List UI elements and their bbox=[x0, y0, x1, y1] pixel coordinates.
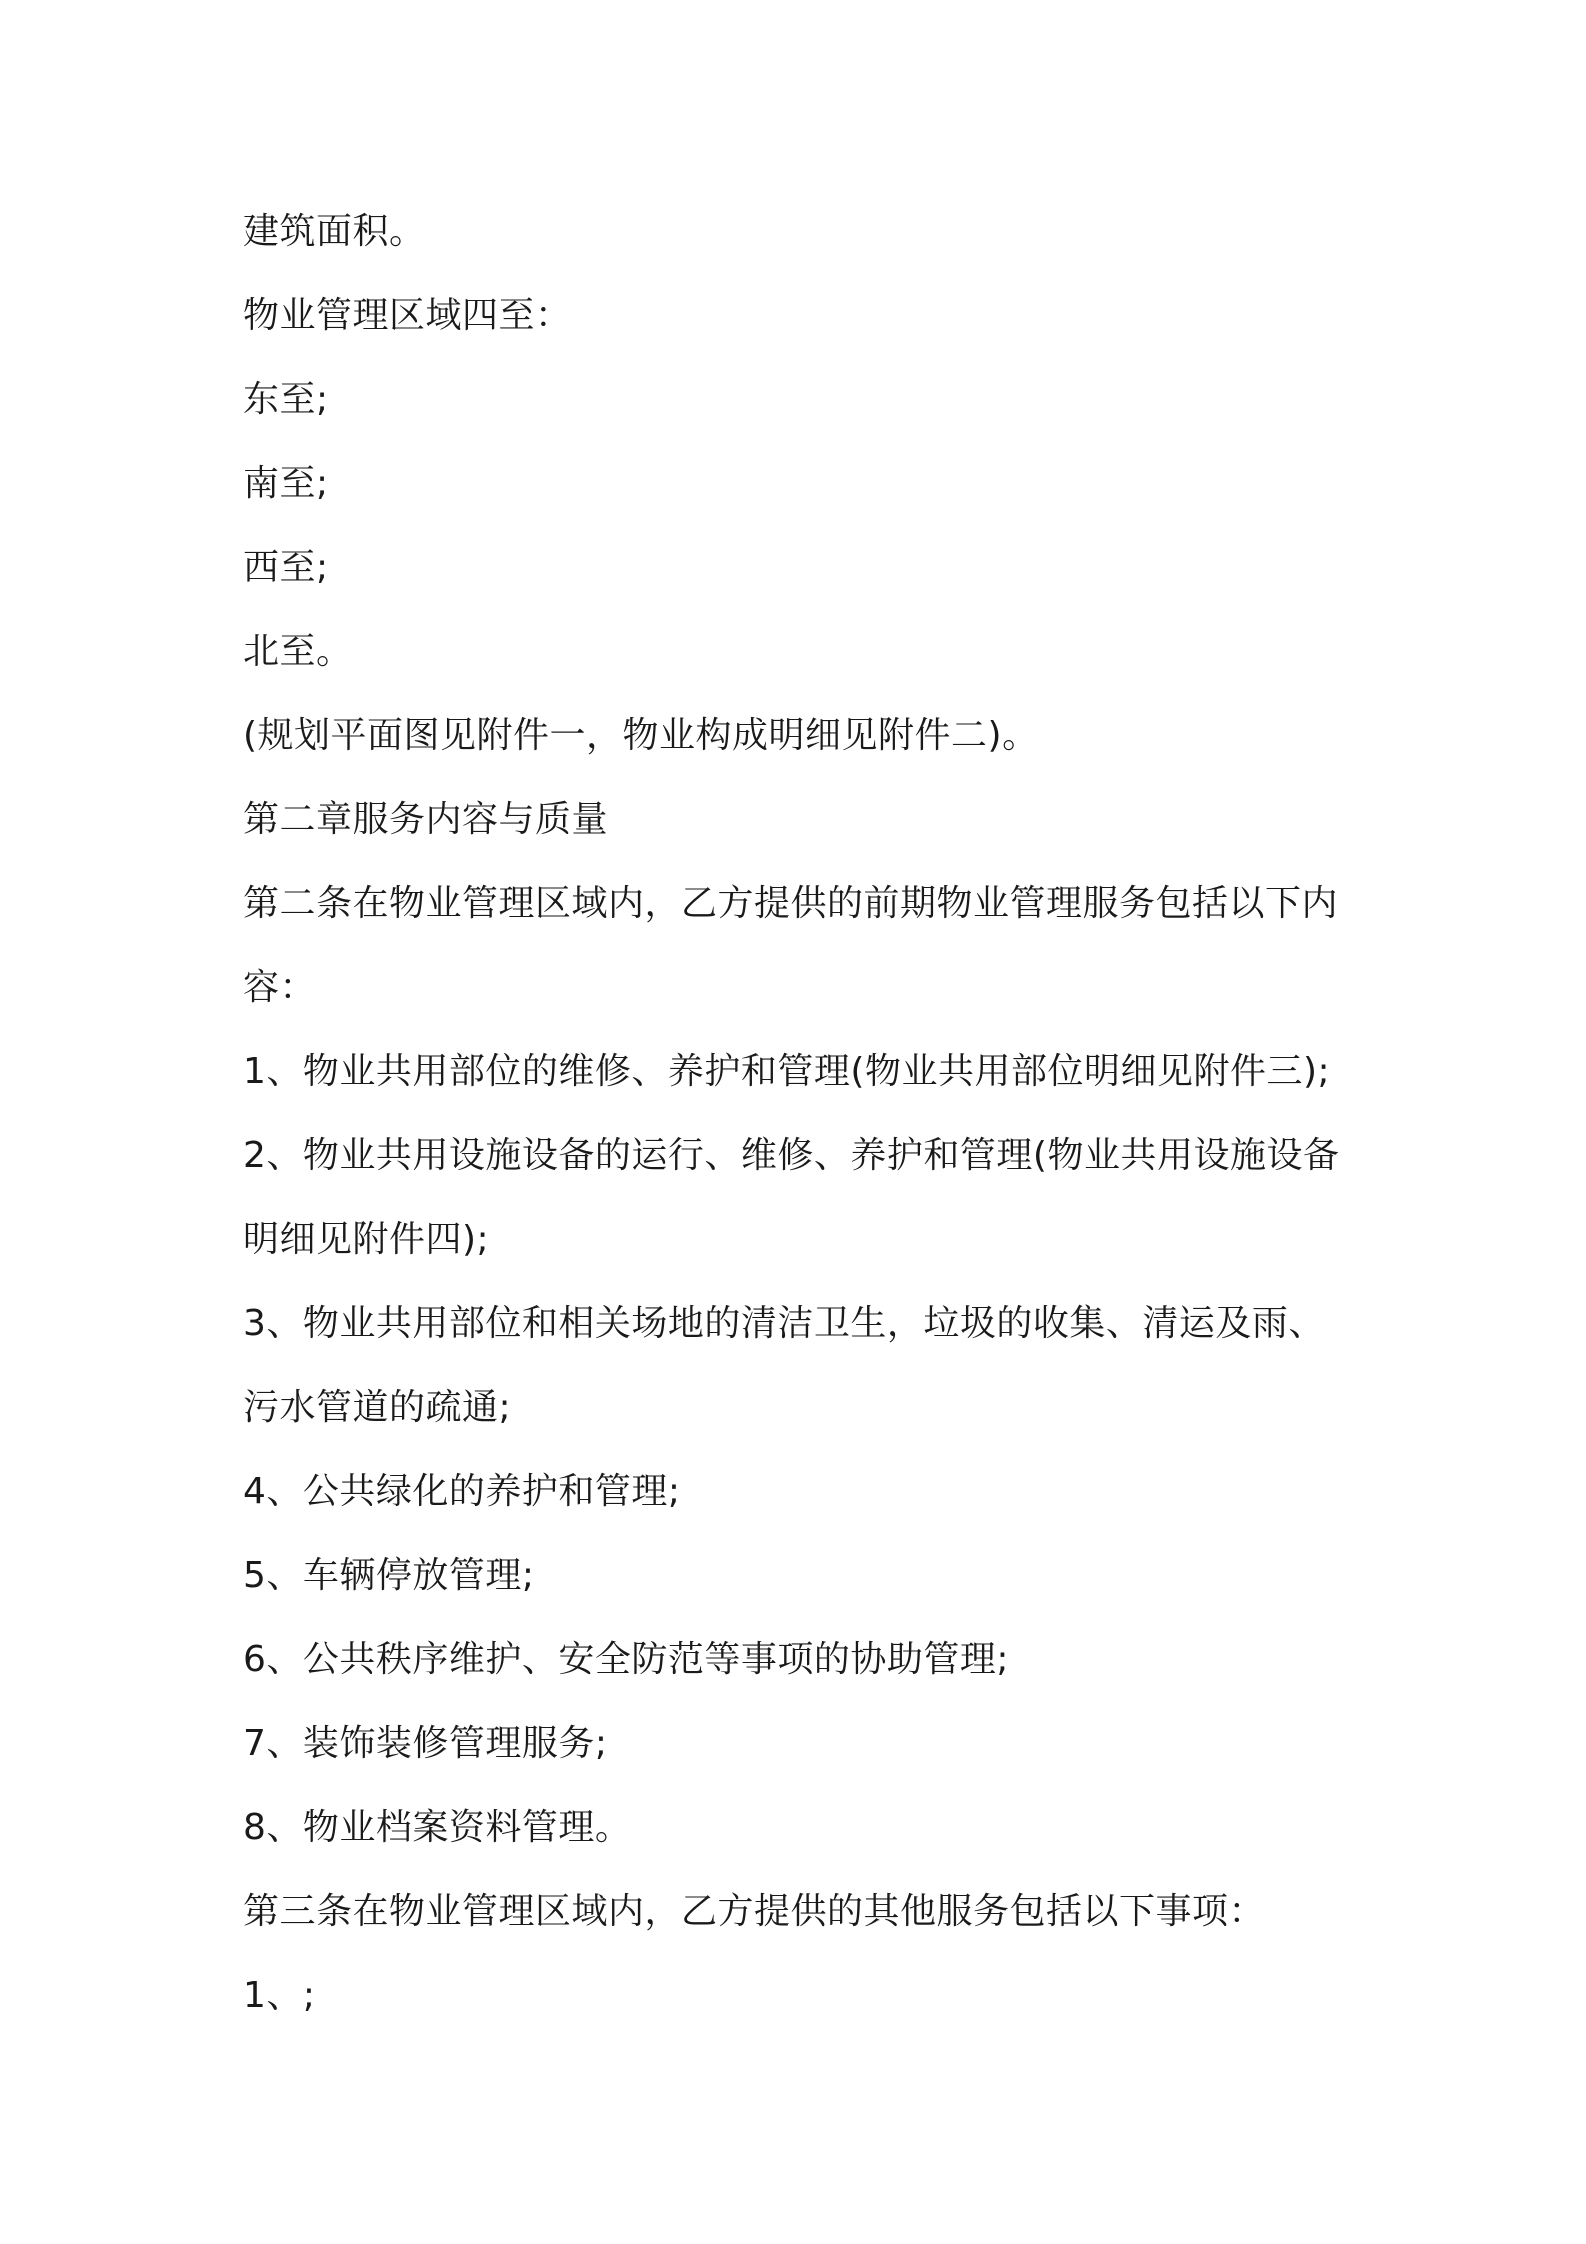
list-item-1: 1、物业共用部位的维修、养护和管理(物业共用部位明细见附件三); bbox=[243, 1051, 1331, 1092]
text-line-south: 南至; bbox=[243, 463, 329, 504]
article-two-line-1: 第二条在物业管理区域内，乙方提供的前期物业管理服务包括以下内 bbox=[243, 883, 1339, 924]
chapter-heading: 第二章服务内容与质量 bbox=[243, 799, 609, 840]
list-item-2-line-1: 2、物业共用设施设备的运行、维修、养护和管理(物业共用设施设备 bbox=[243, 1135, 1340, 1176]
text-line-area: 建筑面积。 bbox=[243, 211, 426, 252]
other-services-item-1: 1、; bbox=[243, 1975, 316, 2016]
article-two-line-2: 容： bbox=[243, 967, 317, 1008]
list-item-5: 5、车辆停放管理; bbox=[243, 1555, 535, 1596]
text-line-west: 西至; bbox=[243, 547, 329, 588]
text-line-east: 东至; bbox=[243, 379, 329, 420]
list-item-3-line-1: 3、物业共用部位和相关场地的清洁卫生，垃圾的收集、清运及雨、 bbox=[243, 1303, 1325, 1344]
list-item-3-line-2: 污水管道的疏通; bbox=[243, 1387, 512, 1428]
text-line-boundaries: 物业管理区域四至： bbox=[243, 295, 572, 336]
text-line-attachments-note: (规划平面图见附件一，物业构成明细见附件二)。 bbox=[243, 715, 1039, 756]
text-line-north: 北至。 bbox=[243, 631, 353, 672]
article-three-line: 第三条在物业管理区域内，乙方提供的其他服务包括以下事项： bbox=[243, 1891, 1266, 1932]
list-item-4: 4、公共绿化的养护和管理; bbox=[243, 1471, 681, 1512]
list-item-2-line-2: 明细见附件四); bbox=[243, 1219, 490, 1260]
list-item-8: 8、物业档案资料管理。 bbox=[243, 1807, 632, 1848]
list-item-6: 6、公共秩序维护、安全防范等事项的协助管理; bbox=[243, 1639, 1010, 1680]
list-item-7: 7、装饰装修管理服务; bbox=[243, 1723, 608, 1764]
document-body bbox=[243, 190, 1363, 2038]
